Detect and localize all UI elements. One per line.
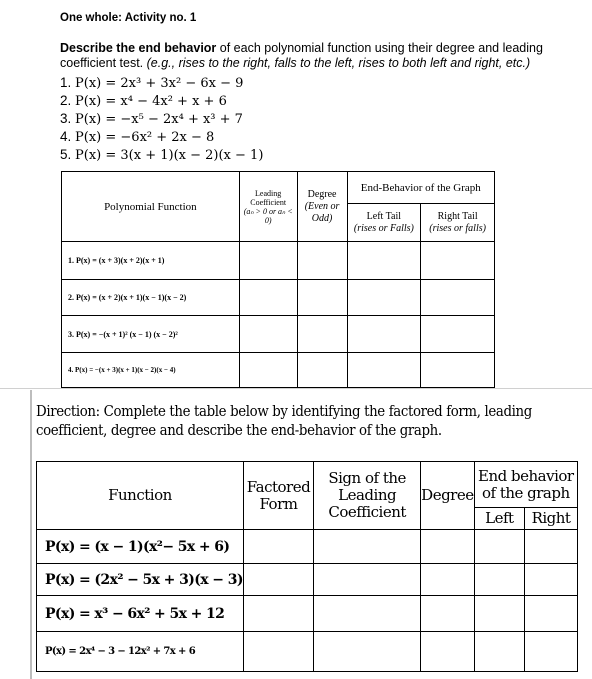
problem-expression: P(x) = x⁴ − 4x² + x + 6 <box>75 94 227 109</box>
header-degree: Degree <box>421 462 474 530</box>
header-leading-coefficient: Leading Coefficient (aₙ > 0 or aₙ < 0) <box>239 172 297 242</box>
problem-item: 5. P(x) = 3(x + 1)(x − 2)(x − 1) <box>60 147 264 163</box>
header-polynomial-function: Polynomial Function <box>62 172 240 242</box>
answer-cell[interactable] <box>525 596 578 632</box>
scan-divider <box>0 388 592 389</box>
problem-item: 1. P(x) = 2x³ + 3x² − 6x − 9 <box>60 75 244 91</box>
header-end-behavior: End behavior of the graph <box>474 462 577 508</box>
answer-cell[interactable] <box>347 242 421 280</box>
table-row <box>37 632 578 672</box>
scan-edge <box>30 390 32 679</box>
header-end-behavior: End-Behavior of the Graph <box>347 172 495 204</box>
header-right-tail: Right Tail (rises or falls) <box>421 204 495 242</box>
function-cell: P(x) = (x − 1)(x²− 5x + 6) <box>37 530 244 564</box>
problem-list <box>60 74 263 164</box>
answer-cell[interactable] <box>474 530 524 564</box>
header-right: Right <box>525 508 578 530</box>
instructions-example: (e.g., rises to the right, falls to the left, rises to both left and right, etc.) <box>146 56 531 70</box>
answer-cell[interactable] <box>297 353 347 388</box>
answer-cell[interactable] <box>297 316 347 353</box>
answer-cell[interactable] <box>297 242 347 280</box>
instructions <box>60 41 560 71</box>
table-row <box>37 564 578 596</box>
answer-cell[interactable] <box>421 280 495 316</box>
header-sign-leading-coefficient: Sign of the Leading Coefficient <box>314 462 421 530</box>
table-row <box>62 280 495 316</box>
answer-cell[interactable] <box>314 530 421 564</box>
header-degree: Degree (Even or Odd) <box>297 172 347 242</box>
activity-title: One whole: Activity no. 1 <box>60 12 197 24</box>
table-row <box>62 353 495 388</box>
table-row <box>37 530 578 564</box>
instructions-text: of each polynomial function using their degree and leading coefficient test. <box>60 41 543 70</box>
answer-cell[interactable] <box>474 632 524 672</box>
function-cell: 2. P(x) = (x + 2)(x + 1)(x − 1)(x − 2) <box>62 280 240 316</box>
problem-expression: P(x) = −6x² + 2x − 8 <box>75 130 215 145</box>
problem-expression: P(x) = 2x³ + 3x² − 6x − 9 <box>75 76 244 91</box>
table-row <box>62 242 495 280</box>
function-cell: 4. P(x) = −(x + 3)(x + 1)(x − 2)(x − 4) <box>62 353 240 388</box>
answer-cell[interactable] <box>314 564 421 596</box>
table-row <box>62 316 495 353</box>
answer-cell[interactable] <box>297 280 347 316</box>
problem-expression: P(x) = −x⁵ − 2x⁴ + x³ + 7 <box>75 112 243 127</box>
problem-item: 4. P(x) = −6x² + 2x − 8 <box>60 129 215 145</box>
header-left: Left <box>474 508 524 530</box>
answer-cell[interactable] <box>421 242 495 280</box>
instructions-bold: Describe the end behavior <box>60 41 217 55</box>
direction-text: Direction: Complete the table below by identifying the factored form, leading coefficient, degree and describe the end-behavior of the graph. <box>36 404 532 439</box>
answer-cell[interactable] <box>239 280 297 316</box>
answer-cell[interactable] <box>474 596 524 632</box>
header-function: Function <box>37 462 244 530</box>
function-cell: P(x) = (2x² − 5x + 3)(x − 3) <box>37 564 244 596</box>
problem-item: 2. P(x) = x⁴ − 4x² + x + 6 <box>60 93 227 109</box>
answer-cell[interactable] <box>239 353 297 388</box>
answer-cell[interactable] <box>347 353 421 388</box>
answer-cell[interactable] <box>525 632 578 672</box>
answer-cell[interactable] <box>421 316 495 353</box>
answer-cell[interactable] <box>239 242 297 280</box>
answer-cell[interactable] <box>314 596 421 632</box>
answer-cell[interactable] <box>421 353 495 388</box>
answer-cell[interactable] <box>243 530 313 564</box>
answer-cell[interactable] <box>421 632 474 672</box>
header-factored-form: Factored Form <box>243 462 313 530</box>
answer-cell[interactable] <box>347 316 421 353</box>
answer-cell[interactable] <box>474 564 524 596</box>
header-left-tail: Left Tail (rises or Falls) <box>347 204 421 242</box>
answer-cell[interactable] <box>243 632 313 672</box>
problem-item: 3. P(x) = −x⁵ − 2x⁴ + x³ + 7 <box>60 111 243 127</box>
problem-expression: P(x) = 3(x + 1)(x − 2)(x − 1) <box>75 148 264 163</box>
function-cell: 3. P(x) = −(x + 1)² (x − 1) (x − 2)² <box>62 316 240 353</box>
answer-cell[interactable] <box>525 564 578 596</box>
answer-cell[interactable] <box>421 530 474 564</box>
end-behavior-table-2 <box>36 461 578 672</box>
end-behavior-table-1 <box>61 171 495 388</box>
answer-cell[interactable] <box>347 280 421 316</box>
answer-cell[interactable] <box>421 564 474 596</box>
function-cell: P(x) = x³ − 6x² + 5x + 12 <box>37 596 244 632</box>
function-cell: 1. P(x) = (x + 3)(x + 2)(x + 1) <box>62 242 240 280</box>
answer-cell[interactable] <box>243 596 313 632</box>
table-row <box>37 596 578 632</box>
answer-cell[interactable] <box>421 596 474 632</box>
function-cell: P(x) = 2x⁴ − 3 − 12x² + 7x + 6 <box>37 632 244 672</box>
answer-cell[interactable] <box>525 530 578 564</box>
answer-cell[interactable] <box>314 632 421 672</box>
answer-cell[interactable] <box>239 316 297 353</box>
answer-cell[interactable] <box>243 564 313 596</box>
